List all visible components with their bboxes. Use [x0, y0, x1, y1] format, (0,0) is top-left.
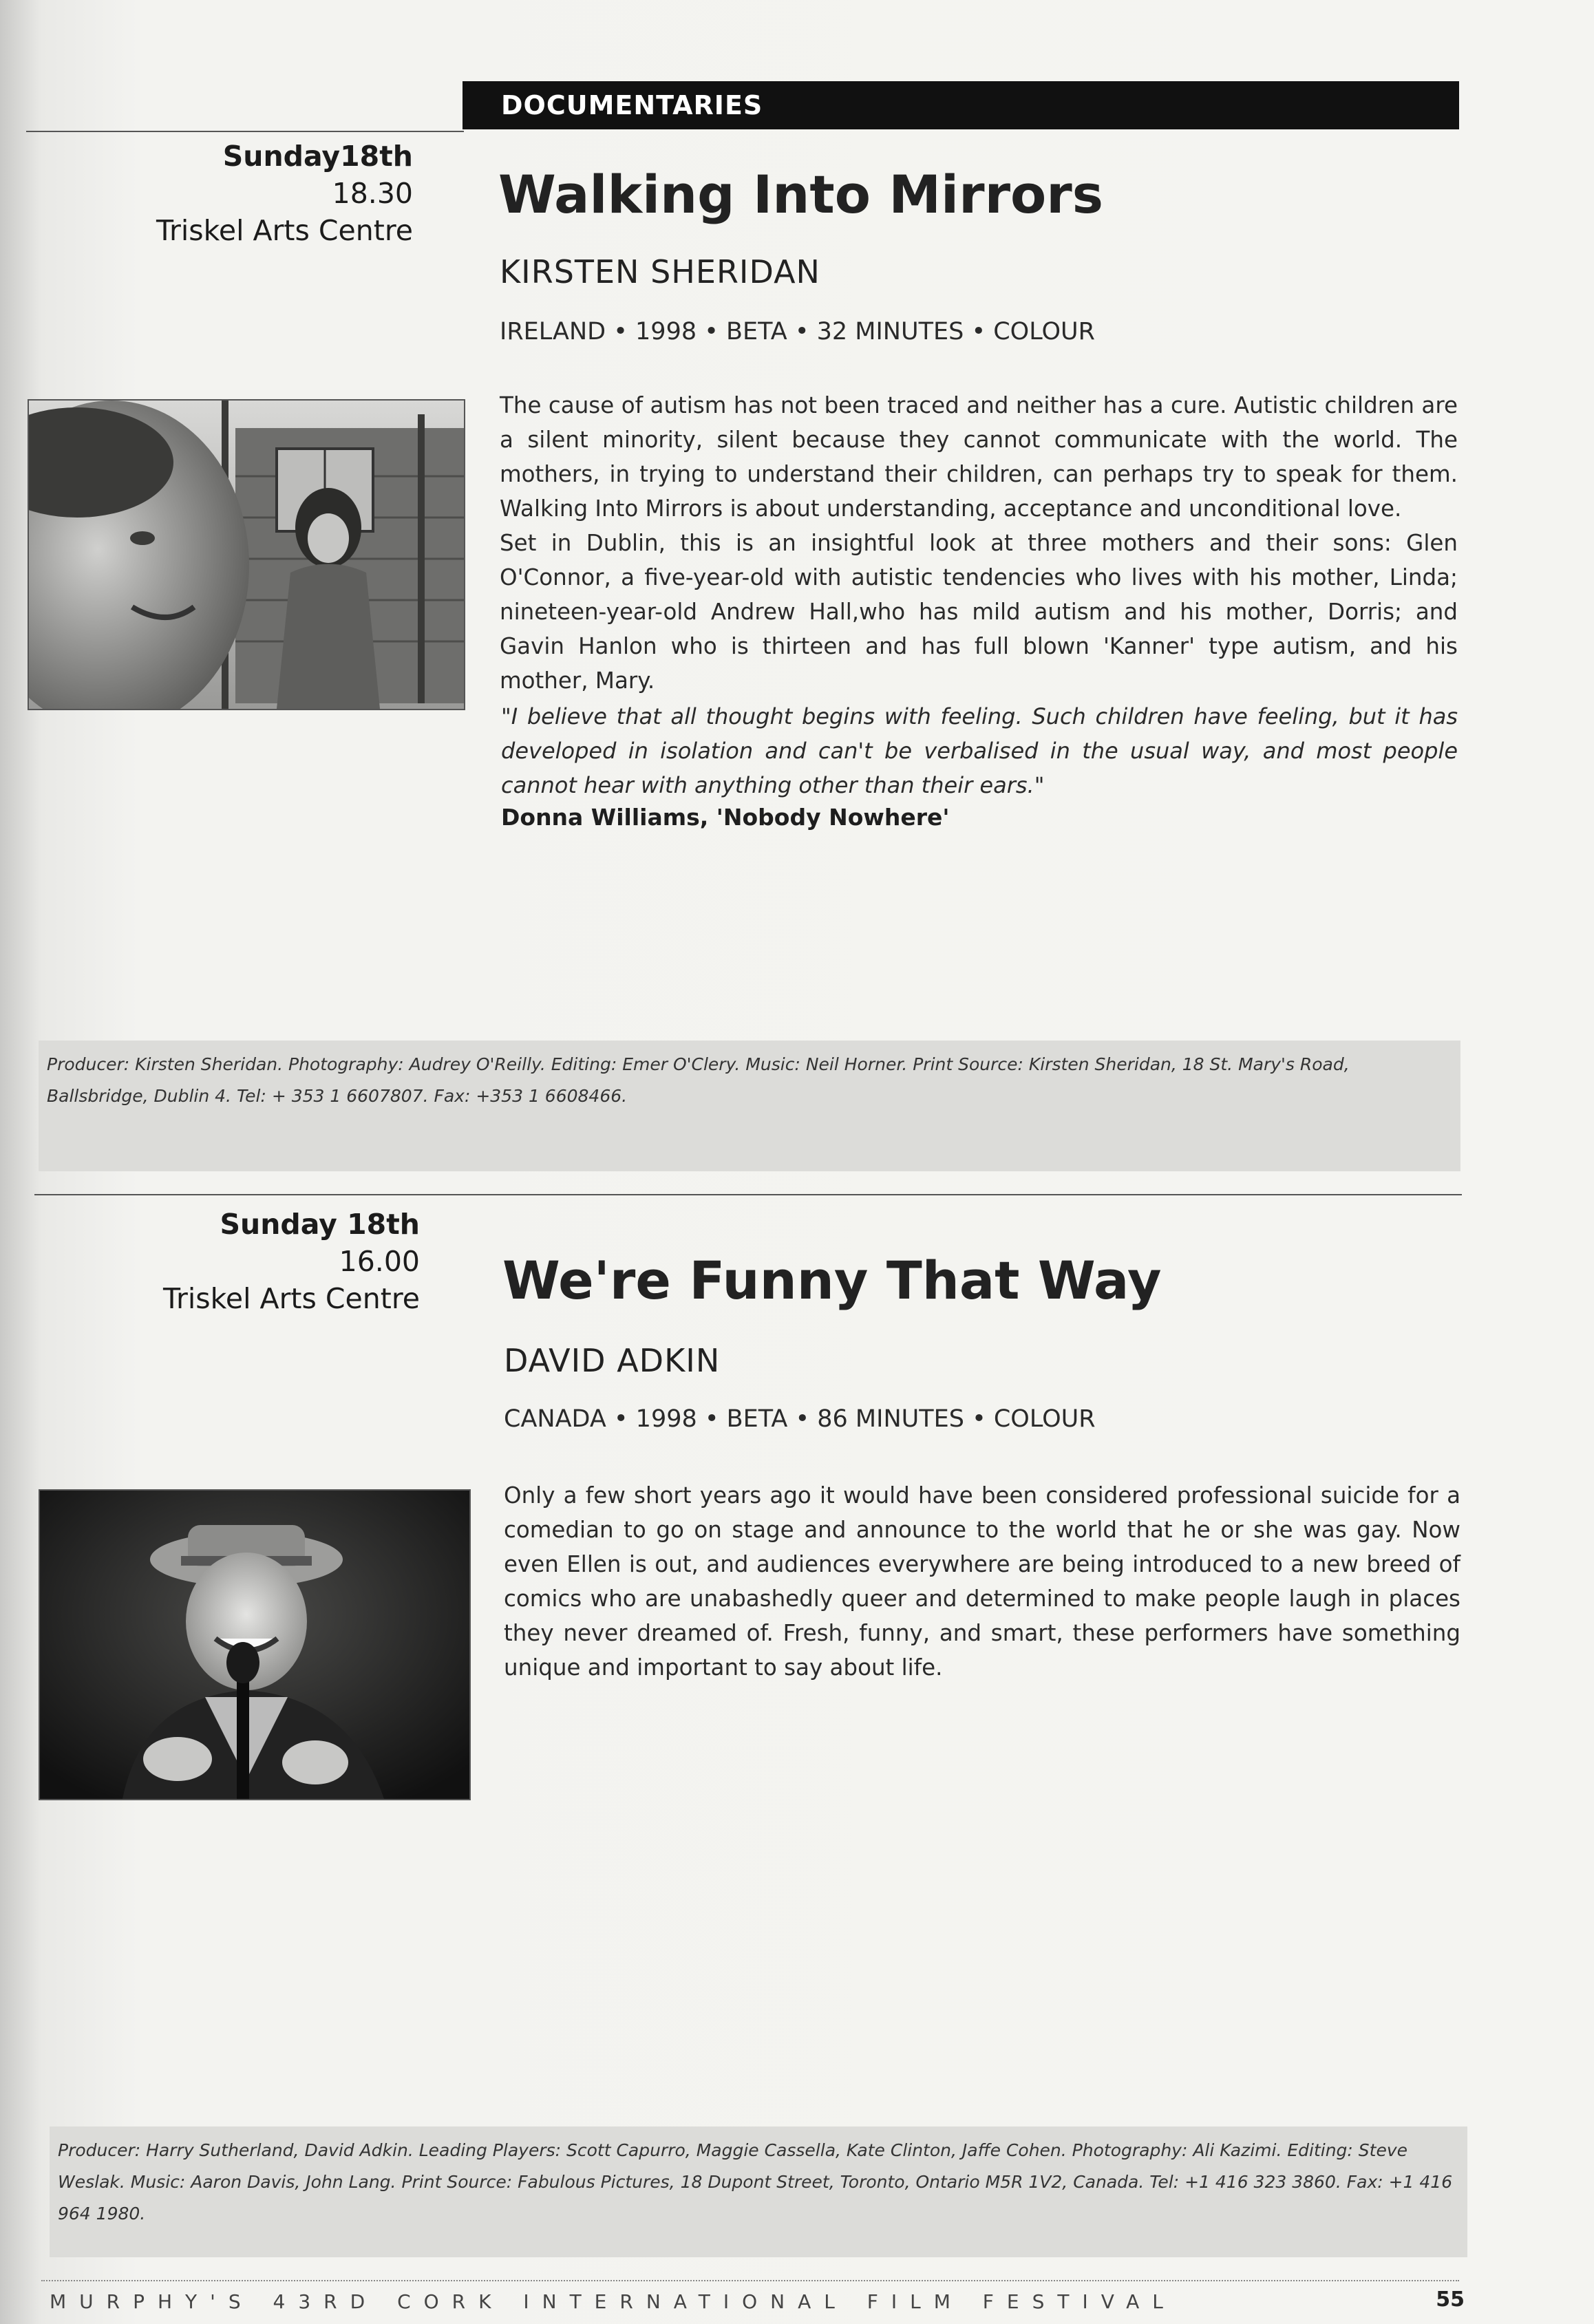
film-1-quote: "I believe that all thought begins with feeling. Such children have feeling, but it has developed in isolation and can't be verbalised in the usual way, and most people cannot hear with anything other than their ears.": [501, 703, 1458, 798]
page-number: 55: [1436, 2288, 1465, 2312]
film-1-paragraph: The cause of autism has not been traced and neither has a cure. Autistic children are a silent minority, silent because they cannot communicate with the world. The mothers, in trying to understand their children, can perhaps try to speak for them. Walking Into Mirrors is about understanding, acceptance and unconditional love.: [500, 392, 1458, 522]
film-2-title: We're Funny That Way: [502, 1250, 1162, 1311]
film-2-venue: Triskel Arts Centre: [162, 1282, 420, 1315]
film-2-synopsis: [504, 1478, 1460, 1685]
section-label: DOCUMENTARIES: [463, 81, 1459, 129]
film-2-credits-box: [50, 2126, 1467, 2257]
film-1-still-image: [29, 401, 464, 709]
film-2-top-rule: [34, 1194, 1462, 1195]
film-2-time: 16.00: [339, 1245, 420, 1278]
film-1-credits: Producer: Kirsten Sheridan. Photography: Audrey O'Reilly. Editing: Emer O'Clery. Music: Neil Horner. Print Source: Kirsten Sheridan, 18 St. Mary's Road, Ballsbridge, Dublin 4. Tel: + 353 1 6607807. Fax: +353 1 6608466.: [47, 1054, 1350, 1106]
film-2-still-image: [40, 1491, 469, 1799]
film-1-specs: IRELAND • 1998 • BETA • 32 MINUTES • COLOUR: [500, 318, 1095, 345]
film-1-paragraph: Set in Dublin, this is an insightful look at three mothers and their sons: Glen O'Connor, a five-year-old with autistic tendencies who lives with his mother, Linda; nineteen-year-old Andrew Hall,who has mild autism and his mother, Dorris; and Gavin Hanlon who is thirteen and has full blown 'Kanner' type autism, and his mother, Mary.: [500, 530, 1458, 694]
footer-divider: [41, 2280, 1459, 2281]
film-2-paragraph: Only a few short years ago it would have been considered professional suicide for a comedian to go on stage and announce to the world that he or she was gay. Now even Ellen is out, and audiences everywhere are being introduced to a new breed of comics who are unabashedly queer and determined to make people laugh in places they never dreamed of. Fresh, funny, and smart, these performers have something unique and important to say about life.: [504, 1482, 1460, 1681]
film-1-screening-info: [156, 138, 413, 249]
film-1-credits-box: [39, 1041, 1460, 1171]
film-1-day: Sunday18th: [222, 140, 413, 173]
film-1-director: KIRSTEN SHERIDAN: [500, 253, 820, 290]
film-1-quote-source: Donna Williams, 'Nobody Nowhere': [501, 804, 950, 831]
film-1-top-rule: [26, 131, 464, 132]
film-2-specs: CANADA • 1998 • BETA • 86 MINUTES • COLOUR: [504, 1405, 1096, 1433]
film-1-time: 18.30: [332, 177, 413, 210]
film-2-screening-info: [163, 1206, 420, 1317]
film-2-day: Sunday 18th: [220, 1208, 420, 1241]
film-1-title: Walking Into Mirrors: [498, 164, 1103, 225]
film-1-venue: Triskel Arts Centre: [156, 214, 413, 247]
footer-festival-name: MURPHY'S 43RD CORK INTERNATIONAL FILM FESTIVAL: [50, 2290, 1176, 2313]
film-2-credits: Producer: Harry Sutherland, David Adkin. Leading Players: Scott Capurro, Maggie Cassella, Kate Clinton, Jaffe Cohen. Photography: Ali Kazimi. Editing: Steve Weslak. Music: Aaron Davis, John Lang. Print Source: Fabulous Pictures, 18 Dupont Street, Toronto, Ontario M5R 1V2, Canada. Tel: +1 416 323 3860. Fax: +1 416 964 1980.: [58, 2140, 1453, 2224]
film-1-still-photo: [28, 399, 465, 710]
film-2-still-photo: [39, 1489, 471, 1800]
film-2-director: DAVID ADKIN: [504, 1342, 721, 1379]
film-1-synopsis: [500, 388, 1458, 698]
